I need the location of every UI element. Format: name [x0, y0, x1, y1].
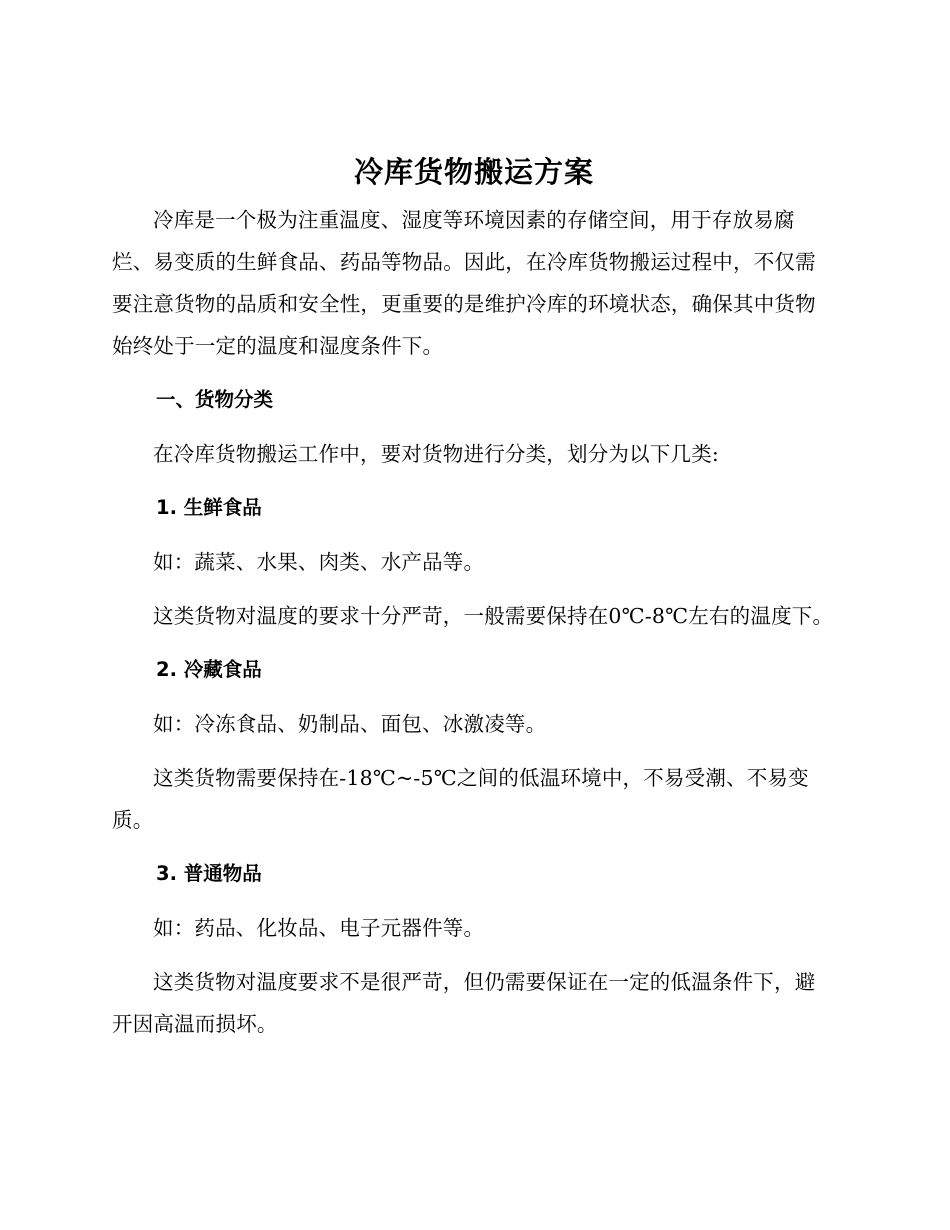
item-examples-fresh-food: 如：蔬菜、水果、肉类、水产品等。 [153, 550, 485, 574]
item-description-fresh-food: 这类货物对温度的要求十分严苛，一般需要保持在0℃-8℃左右的温度下。 [153, 604, 834, 628]
item-heading-chilled-food: 2. 冷藏食品 [156, 658, 262, 681]
document-title: 冷库货物搬运方案 [353, 155, 594, 189]
document-content [112, 148, 836, 1045]
section-heading-classification: 一、货物分类 [156, 388, 274, 411]
item-heading-general-goods: 3. 普通物品 [156, 862, 262, 885]
item-description-general-goods: 这类货物对温度要求不是很严苛，但仍需要保证在一定的低温条件下，避开因高温而损坏。 [112, 970, 816, 1036]
item-examples-general-goods: 如：药品、化妆品、电子元器件等。 [153, 916, 485, 940]
item-heading-fresh-food: 1. 生鲜食品 [156, 496, 262, 519]
classification-lead: 在冷库货物搬运工作中，要对货物进行分类，划分为以下几类: [153, 442, 720, 466]
item-examples-chilled-food: 如：冷冻食品、奶制品、面包、冰激凌等。 [153, 712, 547, 736]
item-description-chilled-food: 这类货物需要保持在-18℃~-5℃之间的低温环境中，不易受潮、不易变质。 [112, 766, 809, 832]
intro-paragraph: 冷库是一个极为注重温度、湿度等环境因素的存储空间，用于存放易腐烂、易变质的生鲜食品、药品等物品。因此，在冷库货物搬运过程中，不仅需要注意货物的品质和安全性，更重要的是维护冷库的环境状态，确保其中货物始终处于一定的温度和湿度条件下。 [112, 208, 816, 358]
